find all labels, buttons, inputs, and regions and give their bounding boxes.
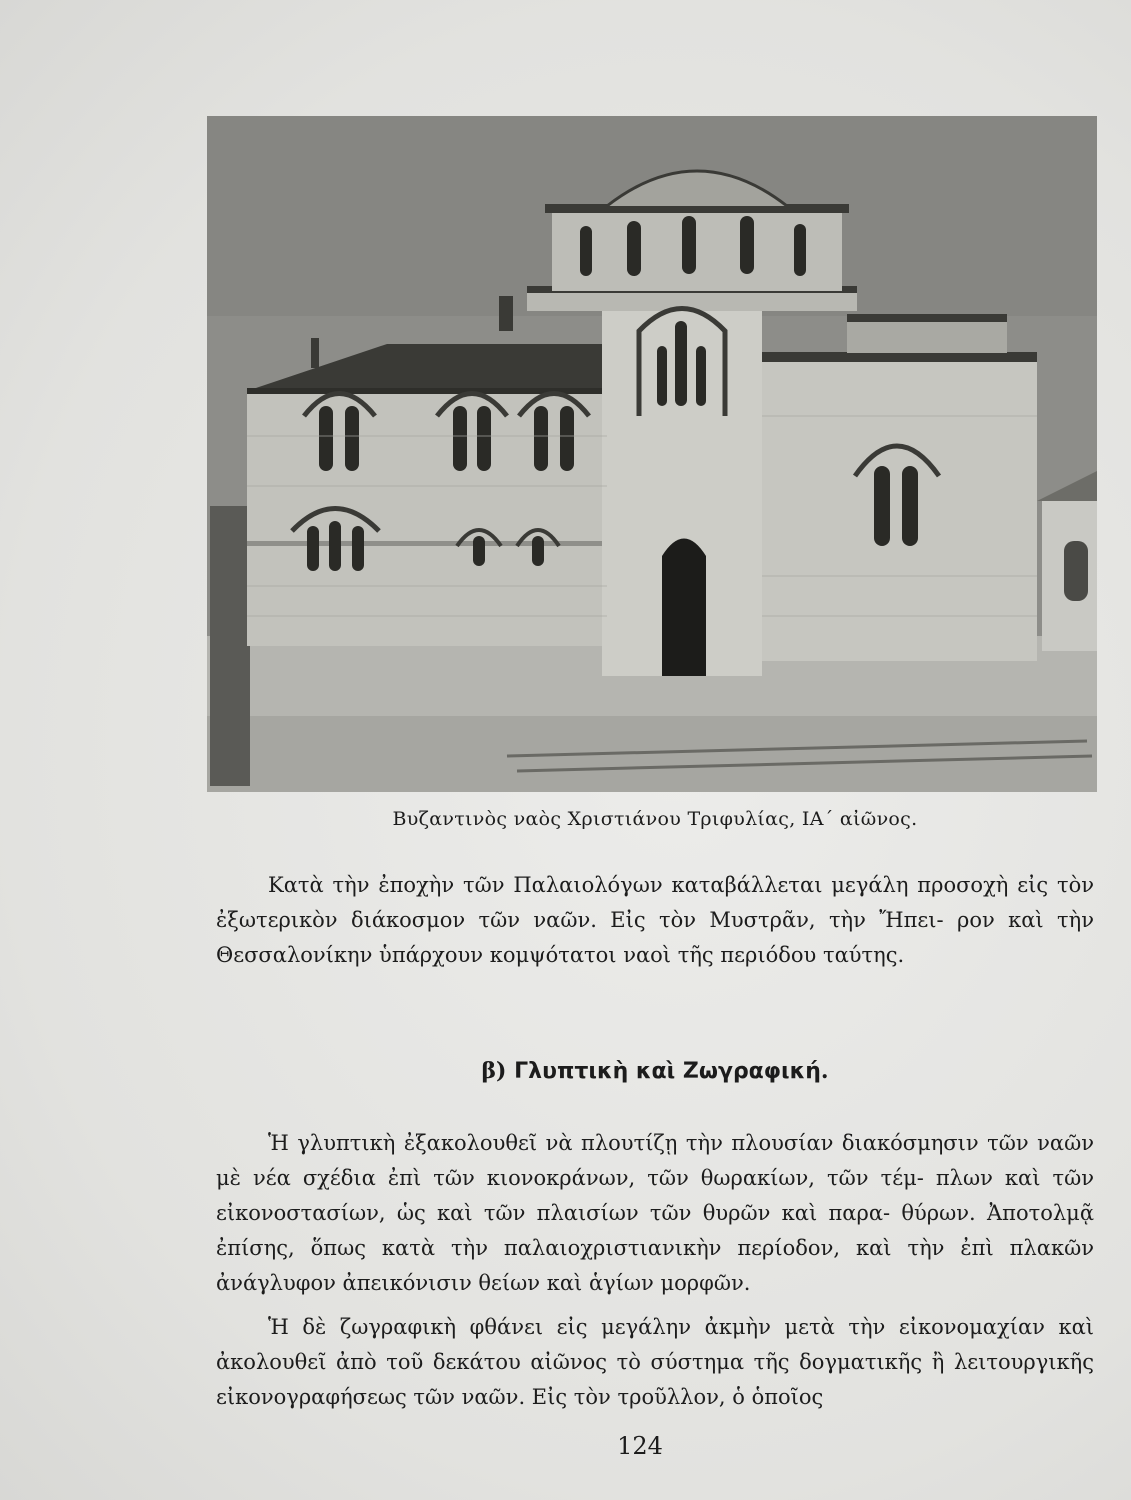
- section-heading-title: Γλυπτικὴ καὶ Ζωγραφική: [514, 1059, 821, 1084]
- figure-caption: Βυζαντινὸς ναὸς Χριστιάνου Τριφυλίας, ΙΑ΄ αἰῶνος.: [392, 808, 918, 830]
- page-number: 124: [617, 1432, 663, 1460]
- paragraph-palaiologan-decoration: Κατὰ τὴν ἐποχὴν τῶν Παλαιολόγων καταβάλλεται μεγάλη προσοχὴ εἰς τὸν ἐξωτερικὸν διάκοσμον τῶν ναῶν. Εἰς τὸν Μυστρᾶν, τὴν Ἤπει- ρον καὶ τὴν Θεσσαλονίκην ὑπάρχουν κομψότατοι ναοὶ τῆς περιόδου ταύτης.: [216, 873, 1094, 967]
- section-heading-prefix: β): [481, 1058, 507, 1084]
- church-photograph: [207, 116, 1097, 792]
- church-illustration: [207, 116, 1097, 792]
- section-heading: [216, 1058, 1094, 1084]
- paragraph-sculpture: Ἡ γλυπτικὴ ἐξακολουθεῖ νὰ πλουτίζῃ τὴν πλουσίαν διακόσμησιν τῶν ναῶν μὲ νέα σχέδια ἐπὶ τῶν κιονοκράνων, τῶν θωρακίων, τῶν τέμ- πλων καὶ τῶν εἰκονοστασίων, ὡς καὶ τῶν πλαισίων τῶν θυρῶν καὶ παρα- θύρων. Ἀποτολμᾷ ἐπίσης, ὅπως κατὰ τὴν παλαιοχριστιανικὴν περίοδον, καὶ τὴν ἐπὶ πλακῶν ἀνάγλυφον ἀπεικόνισιν θείων καὶ ἁγίων μορφῶν.: [216, 1131, 1094, 1295]
- section-heading-suffix: .: [820, 1058, 829, 1084]
- paragraph-painting: Ἡ δὲ ζωγραφικὴ φθάνει εἰς μεγάλην ἀκμὴν μετὰ τὴν εἰκονομαχίαν καὶ ἀκολουθεῖ ἀπὸ τοῦ δεκάτου αἰῶνος τὸ σύστημα τῆς δογματικῆς ἢ λειτουργικῆς εἰκονογραφήσεως τῶν ναῶν. Εἰς τὸν τροῦλλον, ὁ ὁποῖος: [216, 1315, 1094, 1409]
